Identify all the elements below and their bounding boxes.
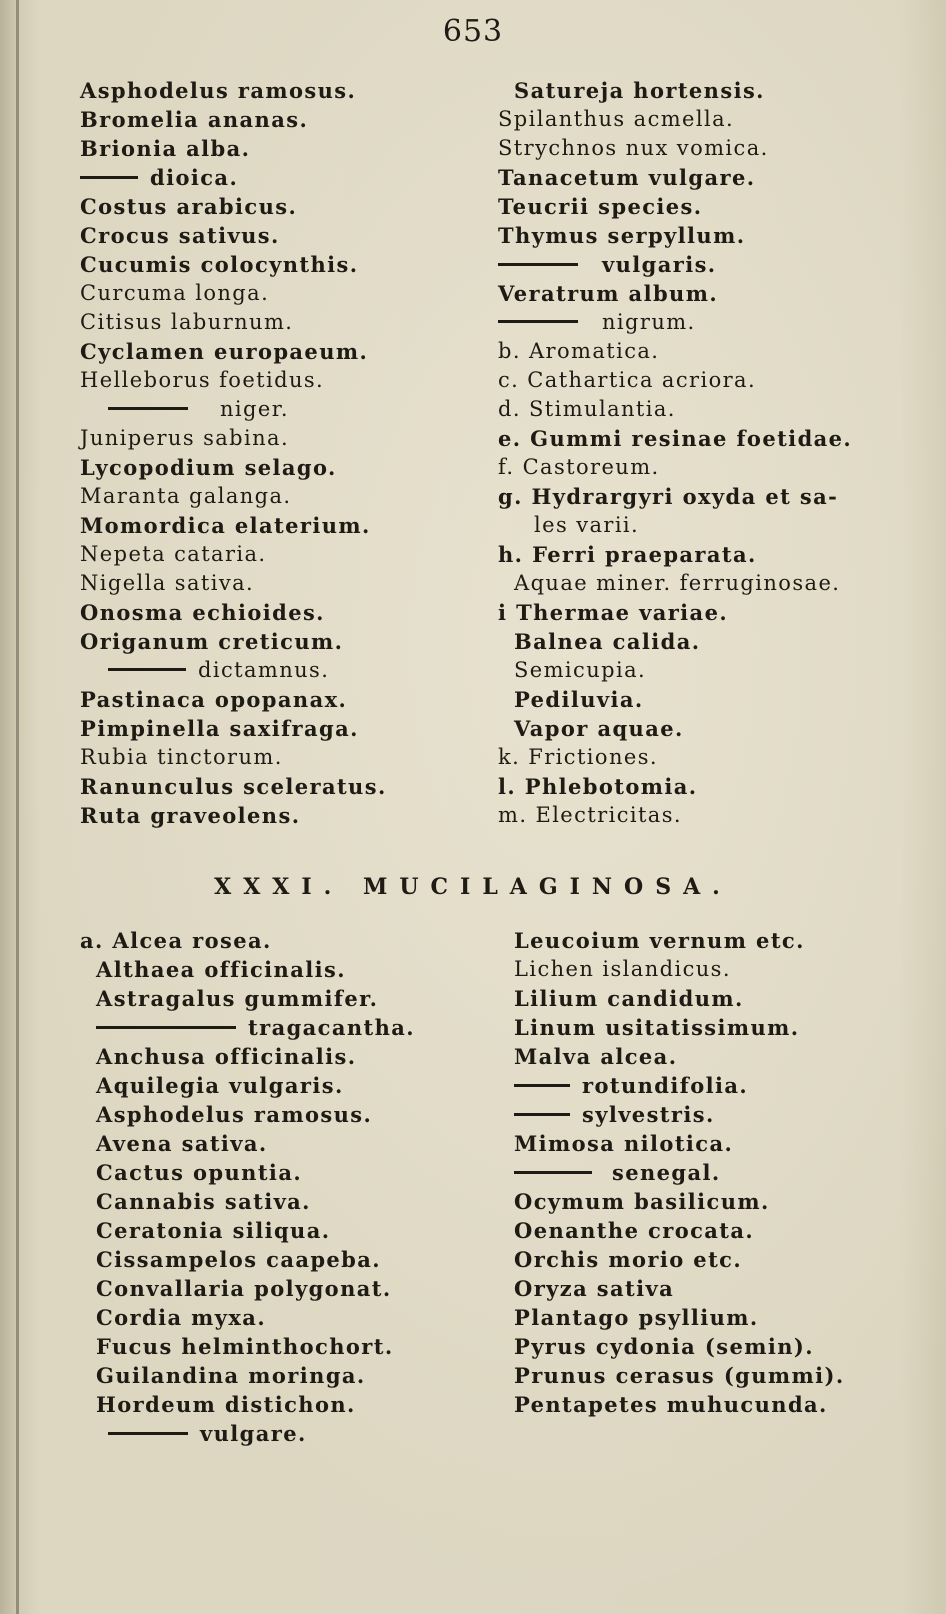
list-item: Althaea officinalis. <box>96 957 346 982</box>
list-item: Brionia alba. <box>80 136 251 161</box>
list-item: Tanacetum vulgare. <box>498 165 756 190</box>
list-item: Pediluvia. <box>514 687 644 712</box>
list-item: Astragalus gummifer. <box>96 986 379 1011</box>
ditto-dash <box>498 320 578 323</box>
list-item: Costus arabicus. <box>80 194 298 219</box>
list-item: Aquae miner. ferruginosae. <box>514 571 841 595</box>
list-item: i Thermae variae. <box>498 600 729 625</box>
list-item: Cyclamen europaeum. <box>80 339 369 364</box>
list-item: Fucus helminthochort. <box>96 1334 394 1359</box>
list-item: Mimosa nilotica. <box>514 1131 734 1156</box>
list-item: c. Cathartica acriora. <box>498 368 757 392</box>
list-item: Avena sativa. <box>96 1131 268 1156</box>
list-item: Satureja hortensis. <box>514 78 765 103</box>
list-item: Vapor aquae. <box>514 716 684 741</box>
upper-right-column <box>498 76 918 830</box>
list-item: Teucrii species. <box>498 194 703 219</box>
list-item: niger. <box>80 395 460 424</box>
list-item: les varii. <box>534 513 640 537</box>
list-item: Hordeum distichon. <box>96 1392 356 1417</box>
list-item: Prunus cerasus (gummi). <box>514 1363 845 1388</box>
lower-right-column <box>514 926 924 1419</box>
list-item: Linum usitatissimum. <box>514 1015 800 1040</box>
list-item: Citisus laburnum. <box>80 310 294 334</box>
list-item: Thymus serpyllum. <box>498 223 746 248</box>
list-item: Origanum creticum. <box>80 629 344 654</box>
list-item: Leucoium vernum etc. <box>514 928 805 953</box>
list-item: tragacantha. <box>80 1013 480 1042</box>
list-item: Pyrus cydonia (semin). <box>514 1334 814 1359</box>
list-item: a. Alcea rosea. <box>80 928 272 953</box>
list-item: d. Stimulantia. <box>498 397 676 421</box>
list-item: Plantago psyllium. <box>514 1305 759 1330</box>
list-item: Anchusa officinalis. <box>96 1044 357 1069</box>
list-item: Oenanthe crocata. <box>514 1218 755 1243</box>
list-item: Juniperus sabina. <box>80 426 290 450</box>
ditto-dash <box>96 1026 236 1029</box>
list-item: dioica. <box>80 163 460 192</box>
list-item: Lycopodium selago. <box>80 455 337 480</box>
list-item: Bromelia ananas. <box>80 107 309 132</box>
list-item: Orchis morio etc. <box>514 1247 743 1272</box>
list-item: vulgaris. <box>498 250 918 279</box>
list-item: Rubia tinctorum. <box>80 745 283 769</box>
list-item: Maranta galanga. <box>80 484 292 508</box>
list-item: Strychnos nux vomica. <box>498 136 769 160</box>
list-item: l. Phlebotomia. <box>498 774 698 799</box>
ditto-dash <box>108 1432 188 1435</box>
list-item: g. Hydrargyri oxyda et sa- <box>498 484 839 509</box>
upper-left-column <box>80 76 460 830</box>
list-item: f. Castoreum. <box>498 455 660 479</box>
list-item: h. Ferri praeparata. <box>498 542 757 567</box>
list-item: Cordia myxa. <box>96 1305 267 1330</box>
ditto-dash <box>514 1084 570 1087</box>
ditto-dash <box>108 668 186 671</box>
ditto-dash <box>514 1113 570 1116</box>
list-item: Ocymum basilicum. <box>514 1189 770 1214</box>
lower-left-column <box>80 926 480 1448</box>
list-item: Cannabis sativa. <box>96 1189 311 1214</box>
list-item: Cucumis colocynthis. <box>80 252 359 277</box>
list-item: Aquilegia vulgaris. <box>96 1073 344 1098</box>
list-item: Guilandina moringa. <box>96 1363 366 1388</box>
list-item: Curcuma longa. <box>80 281 270 305</box>
ditto-dash <box>108 407 188 410</box>
list-item: e. Gummi resinae foetidae. <box>498 426 853 451</box>
list-item: dictamnus. <box>80 656 460 685</box>
list-item: Crocus sativus. <box>80 223 280 248</box>
ditto-dash <box>80 176 138 179</box>
list-item: Pastinaca opopanax. <box>80 687 348 712</box>
list-item: Nepeta cataria. <box>80 542 267 566</box>
list-item: Convallaria polygonat. <box>96 1276 392 1301</box>
section-heading: XXXI. MUCILAGINOSA. <box>214 874 732 900</box>
list-item: Asphodelus ramosus. <box>80 78 357 103</box>
binding-gutter <box>16 0 19 1614</box>
list-item: Asphodelus ramosus. <box>96 1102 373 1127</box>
page-number: 653 <box>442 14 504 49</box>
list-item: rotundifolia. <box>514 1071 924 1100</box>
list-item: b. Aromatica. <box>498 339 660 363</box>
list-item: Pimpinella saxifraga. <box>80 716 359 741</box>
list-item: Lilium candidum. <box>514 986 744 1011</box>
ditto-dash <box>498 263 578 266</box>
list-item: Malva alcea. <box>514 1044 678 1069</box>
list-item: Ranunculus sceleratus. <box>80 774 387 799</box>
list-item: Oryza sativa <box>514 1276 675 1301</box>
list-item: Helleborus foetidus. <box>80 368 325 392</box>
list-item: Spilanthus acmella. <box>498 107 735 131</box>
list-item: Ceratonia siliqua. <box>96 1218 331 1243</box>
list-item: Momordica elaterium. <box>80 513 371 538</box>
list-item: Pentapetes muhucunda. <box>514 1392 828 1417</box>
list-item: vulgare. <box>80 1419 480 1448</box>
list-item: m. Electricitas. <box>498 803 682 827</box>
list-item: Ruta graveolens. <box>80 803 301 828</box>
list-item: Onosma echioides. <box>80 600 325 625</box>
list-item: sylvestris. <box>514 1100 924 1129</box>
ditto-dash <box>514 1171 592 1174</box>
list-item: k. Frictiones. <box>498 745 658 769</box>
list-item: Cactus opuntia. <box>96 1160 303 1185</box>
list-item: senegal. <box>514 1158 924 1187</box>
list-item: Balnea calida. <box>514 629 701 654</box>
list-item: Semicupia. <box>514 658 647 682</box>
list-item: Cissampelos caapeba. <box>96 1247 381 1272</box>
list-item: nigrum. <box>498 308 918 337</box>
list-item: Lichen islandicus. <box>514 957 731 981</box>
list-item: Veratrum album. <box>498 281 719 306</box>
list-item: Nigella sativa. <box>80 571 255 595</box>
